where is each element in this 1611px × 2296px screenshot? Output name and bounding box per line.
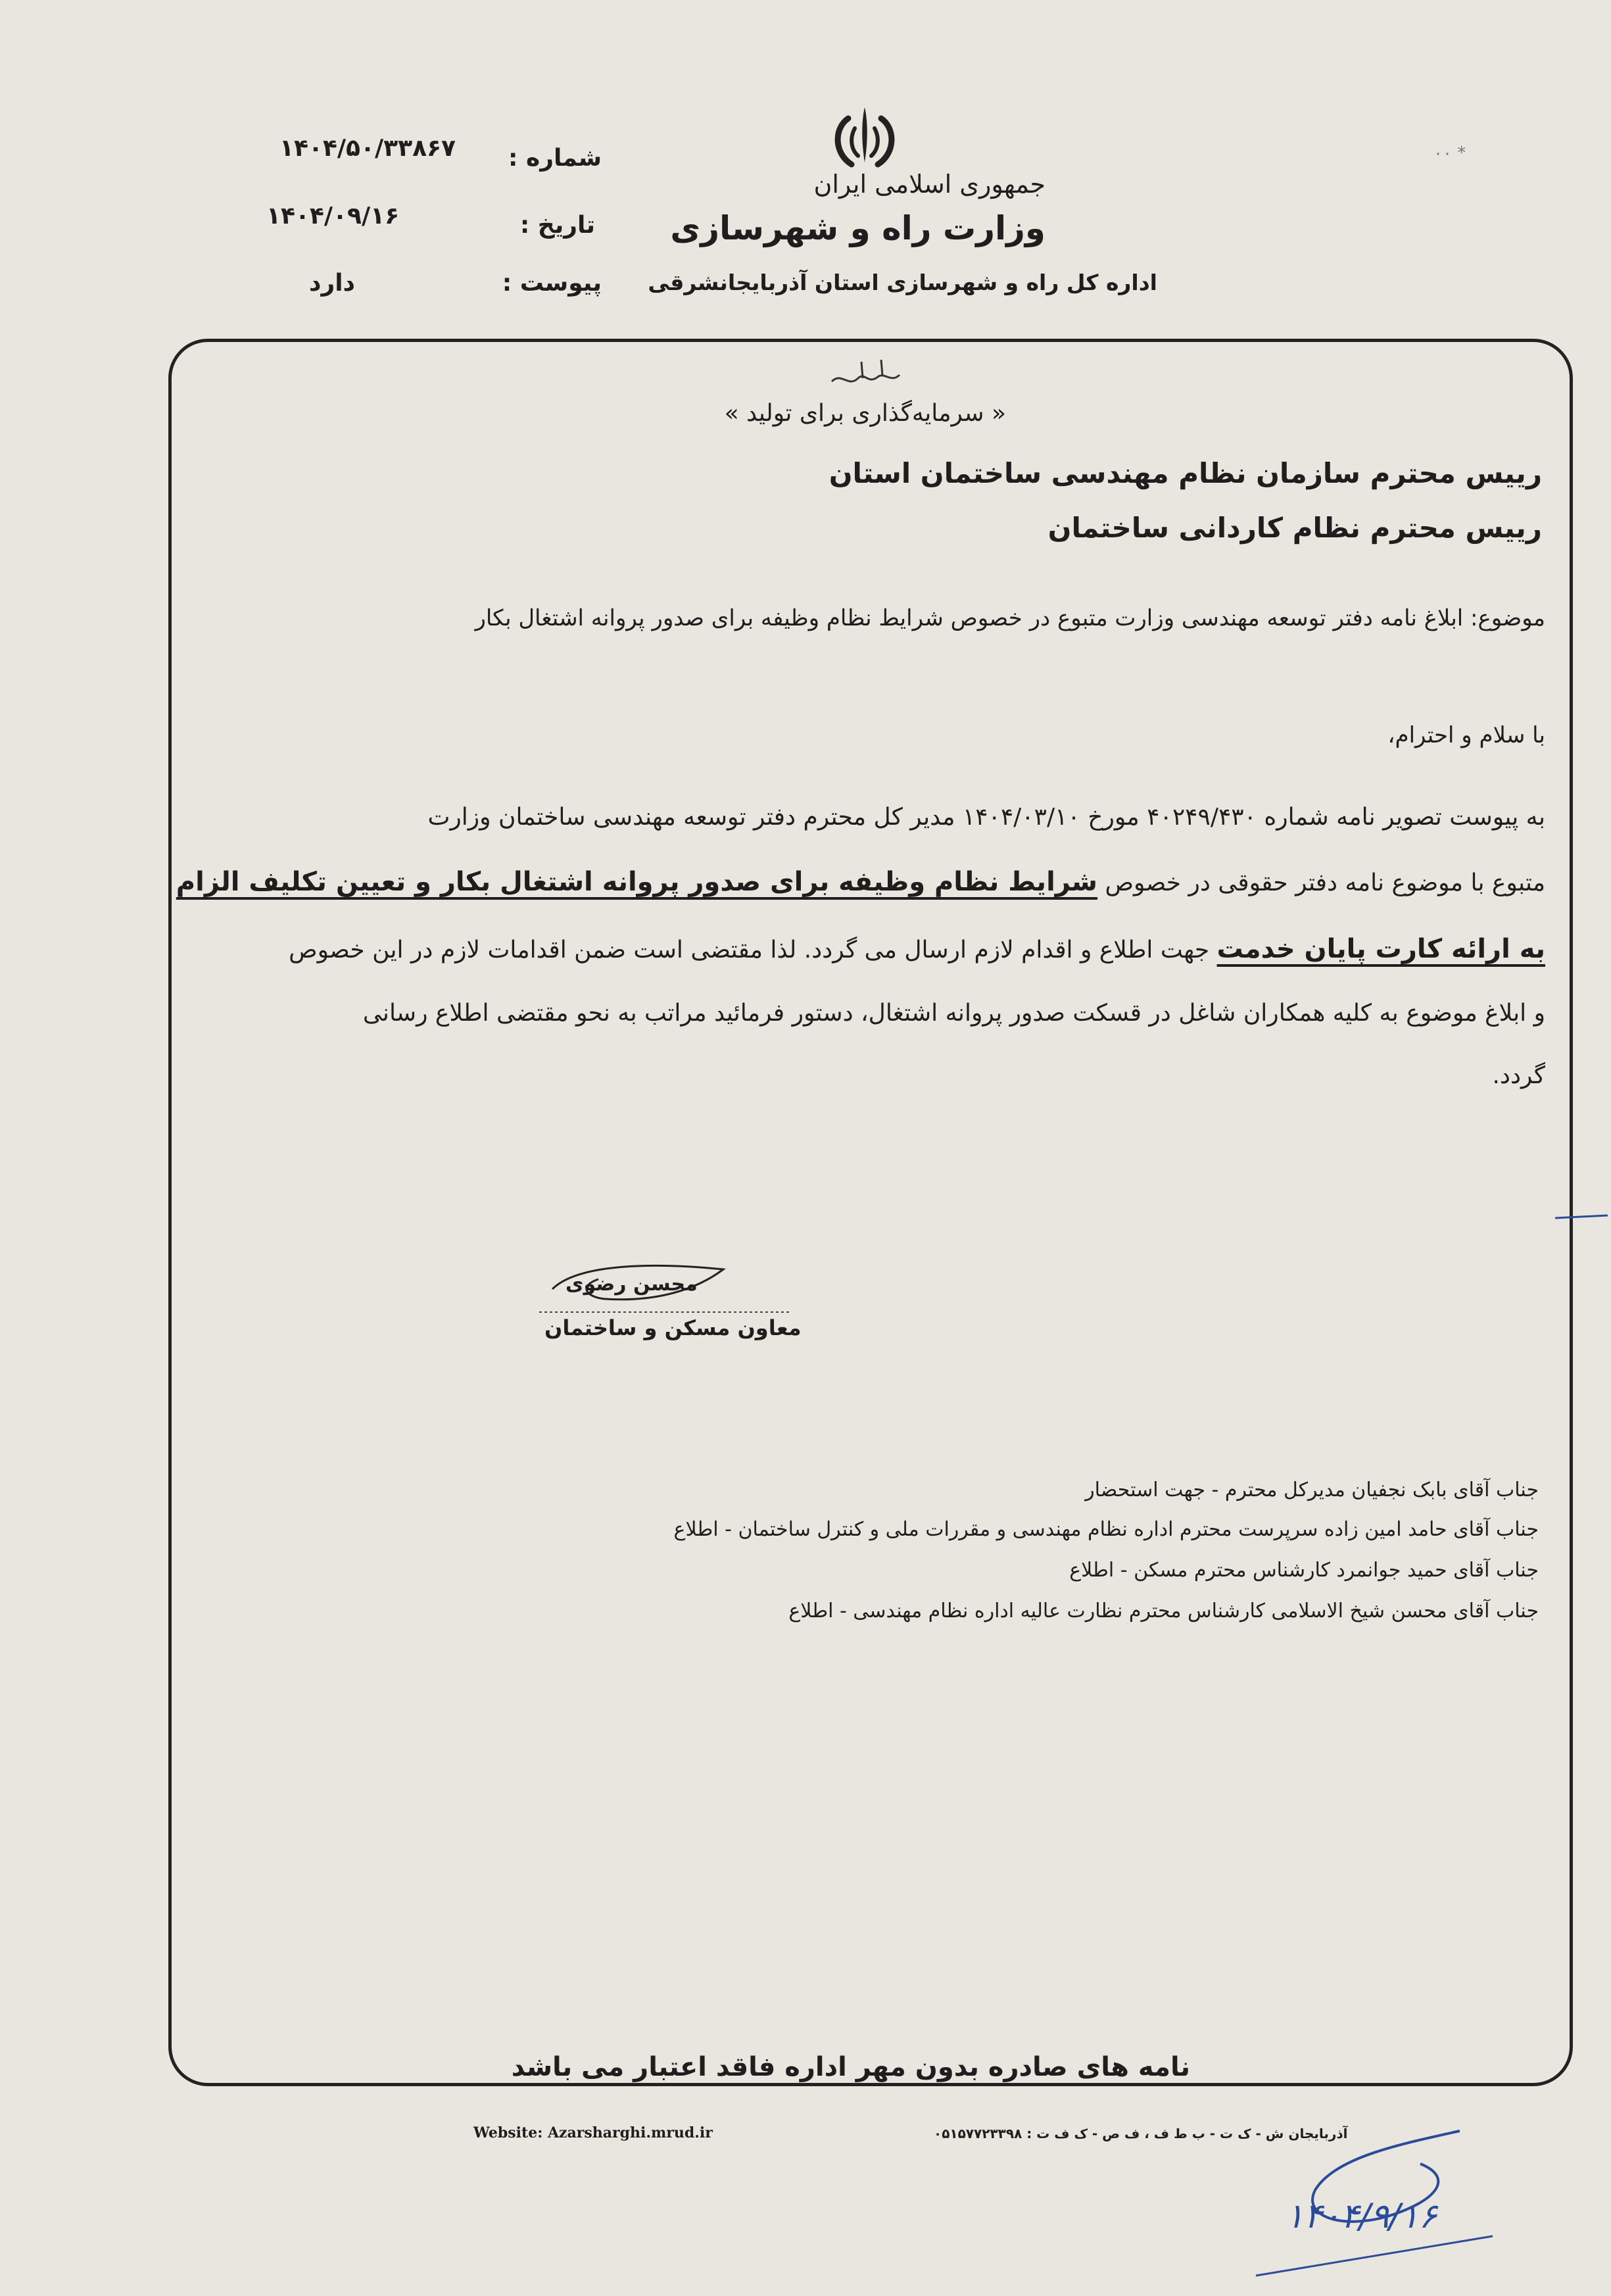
body-line-2-text: متبوع با موضوع نامه دفتر حقوقی در خصوص (1097, 869, 1545, 896)
margin-pen-mark (1552, 1210, 1611, 1223)
department-name: اداره کل راه و شهرسازی استان آذربایجانشرقی (648, 270, 1157, 295)
addressee-line-2: رییس محترم نظام کاردانی ساختمان (1047, 512, 1542, 544)
date-label: تاریخ : (519, 212, 595, 239)
body-line-2-highlight: شرایط نظام وظیفه برای صدور پروانه اشتغال بکار و تعیین تکلیف الزام (176, 867, 1098, 897)
body-line-5: گردد. (1492, 1062, 1545, 1089)
cc-item: جناب آقای حمید جوانمرد کارشناس محترم مسکن - اطلاع (1069, 1559, 1539, 1582)
signatory-name: محسن رضوی (565, 1273, 698, 1296)
number-value: ۱۴۰۴/۵۰/۳۳۸۶۷ (279, 135, 456, 162)
addressee-line-1: رییس محترم سازمان نظام مهندسی ساختمان استان (829, 457, 1542, 489)
attachment-label: پیوست : (502, 270, 602, 297)
ministry-name: وزارت راه و شهرسازی (670, 209, 1046, 247)
attachment-value: دارد (309, 270, 356, 297)
iran-emblem-icon (822, 102, 907, 174)
body-line-3-text: جهت اطلاع و اقدام لازم ارسال می گردد. لذا مقتضی است ضمن اقدامات لازم در این خصوص (289, 937, 1217, 964)
handwritten-date: ۱۴۰۴/۹/۱۶ (1286, 2197, 1437, 2236)
body-line-2 (176, 867, 1545, 897)
slogan: « سرمایه‌گذاری برای تولید » (724, 400, 1006, 427)
cc-item: جناب آقای بابک نجفیان مدیرکل محترم - جهت استحضار (1085, 1478, 1539, 1502)
number-label: شماره : (508, 145, 602, 172)
government-line: جمهوری اسلامی ایران (813, 170, 1046, 199)
cc-item: جناب آقای حامد امین زاده سرپرست محترم اداره نظام مهندسی و مقررات ملی و کنترل ساختمان - اطلاع (673, 1518, 1539, 1541)
letter-frame (168, 339, 1573, 2086)
body-line-4: و ابلاغ موضوع به کلیه همکاران شاغل در قسکت صدور پروانه اشتغال، دستور فرمائید مراتب به نحو مقتضی اطلاع رسانی (362, 1000, 1545, 1027)
website-footer: Website: Azarsharghi.mrud.ir (473, 2124, 713, 2141)
signatory-title: معاون مسکن و ساختمان (544, 1315, 802, 1340)
body-line-3 (289, 934, 1545, 964)
body-line-1: به پیوست تصویر نامه شماره ۴۰۲۴۹/۴۳۰ مورخ ۱۴۰۴/۰۳/۱۰ مدیر کل محترم دفتر توسعه مهندسی ساختمان وزارت (427, 804, 1545, 831)
seal-validity-note: نامه های صادره بدون مهر اداره فاقد اعتبار می باشد (511, 2052, 1190, 2082)
bismillah-calligraphy (822, 352, 907, 398)
subject-line: موضوع: ابلاغ نامه دفتر توسعه مهندسی وزارت متبوع در خصوص شرایط نظام وظیفه برای صدور پروانه اشتغال بکار (475, 605, 1545, 631)
date-value: ۱۴۰۴/۰۹/۱۶ (266, 203, 400, 230)
corner-marks: ٠٠ * (1433, 143, 1466, 163)
address-footer: آذربایجان ش - ک ت - ب ط ف ، ف ص - ک ف ت : ۰۵۱۵۷۷۲۳۳۹۸ (934, 2126, 1348, 2141)
cc-item: جناب آقای محسن شیخ الاسلامی کارشناس محترم نظارت عالیه اداره نظام مهندسی - اطلاع (788, 1600, 1539, 1623)
body-line-3-highlight: به ارائه کارت پایان خدمت (1216, 934, 1545, 964)
greeting: با سلام و احترام، (1387, 722, 1545, 748)
